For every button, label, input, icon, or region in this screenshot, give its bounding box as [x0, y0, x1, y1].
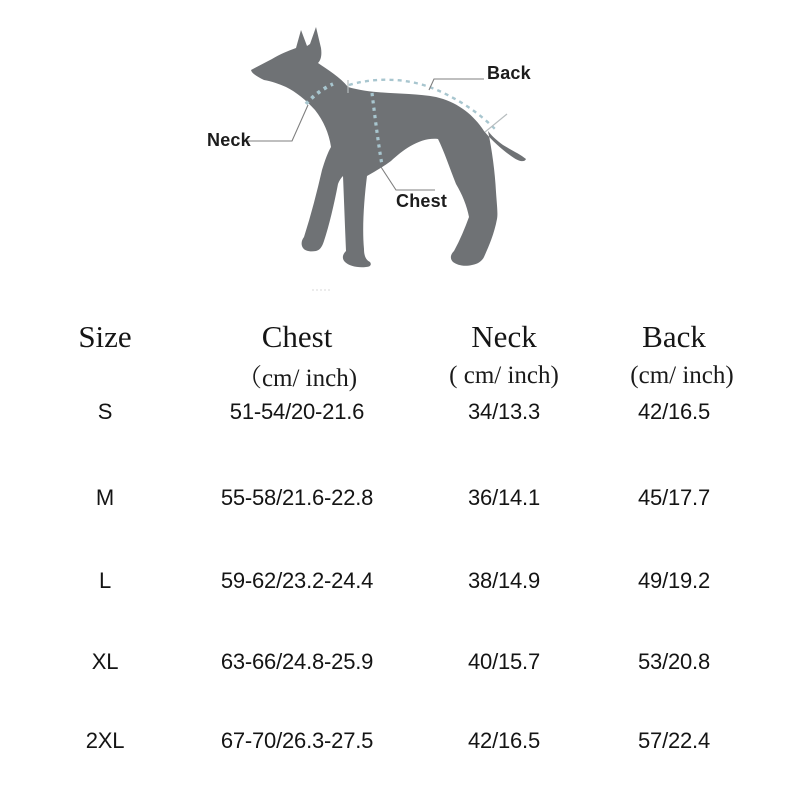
chest-cell: 55-58/21.6-22.8 — [220, 485, 374, 510]
back-label: Back — [487, 63, 531, 83]
col-units-back: (cm/ inch) — [630, 362, 734, 389]
size-cell: XL — [91, 649, 119, 674]
dog-silhouette-figure — [198, 18, 543, 296]
col-header-size: Size — [78, 319, 132, 354]
back-cell: 53/20.8 — [637, 649, 711, 674]
neck-cell: 34/13.3 — [467, 399, 541, 424]
col-header-back: Back — [642, 319, 706, 354]
chest-cell: 59-62/23.2-24.4 — [220, 568, 374, 593]
chest-cell: 51-54/20-21.6 — [229, 399, 365, 424]
neck-leader-line — [247, 105, 308, 141]
size-cell: M — [95, 485, 115, 510]
back-cell: 45/17.7 — [637, 485, 711, 510]
back-cell: 57/22.4 — [637, 728, 711, 753]
neck-label: Neck — [207, 130, 251, 150]
chest-label: Chest — [396, 191, 448, 211]
chest-cell: 63-66/24.8-25.9 — [220, 649, 374, 674]
neck-cell: 36/14.1 — [467, 485, 541, 510]
col-header-neck: Neck — [471, 319, 537, 354]
neck-cell: 42/16.5 — [467, 728, 541, 753]
col-header-chest: Chest — [261, 319, 333, 354]
col-units-chest: （cm/ inch) — [236, 365, 358, 392]
back-cell: 49/19.2 — [637, 568, 711, 593]
chest-leader-line — [381, 167, 435, 190]
back-cell: 42/16.5 — [637, 399, 711, 424]
back-leader-line — [429, 79, 484, 90]
neck-cell: 40/15.7 — [467, 649, 541, 674]
neck-cell: 38/14.9 — [467, 568, 541, 593]
size-cell: S — [97, 399, 113, 424]
chest-cell: 67-70/26.3-27.5 — [220, 728, 374, 753]
dog-body-silhouette — [251, 27, 526, 267]
size-cell: 2XL — [85, 728, 125, 753]
size-cell: L — [98, 568, 112, 593]
col-units-neck: ( cm/ inch) — [449, 362, 559, 389]
